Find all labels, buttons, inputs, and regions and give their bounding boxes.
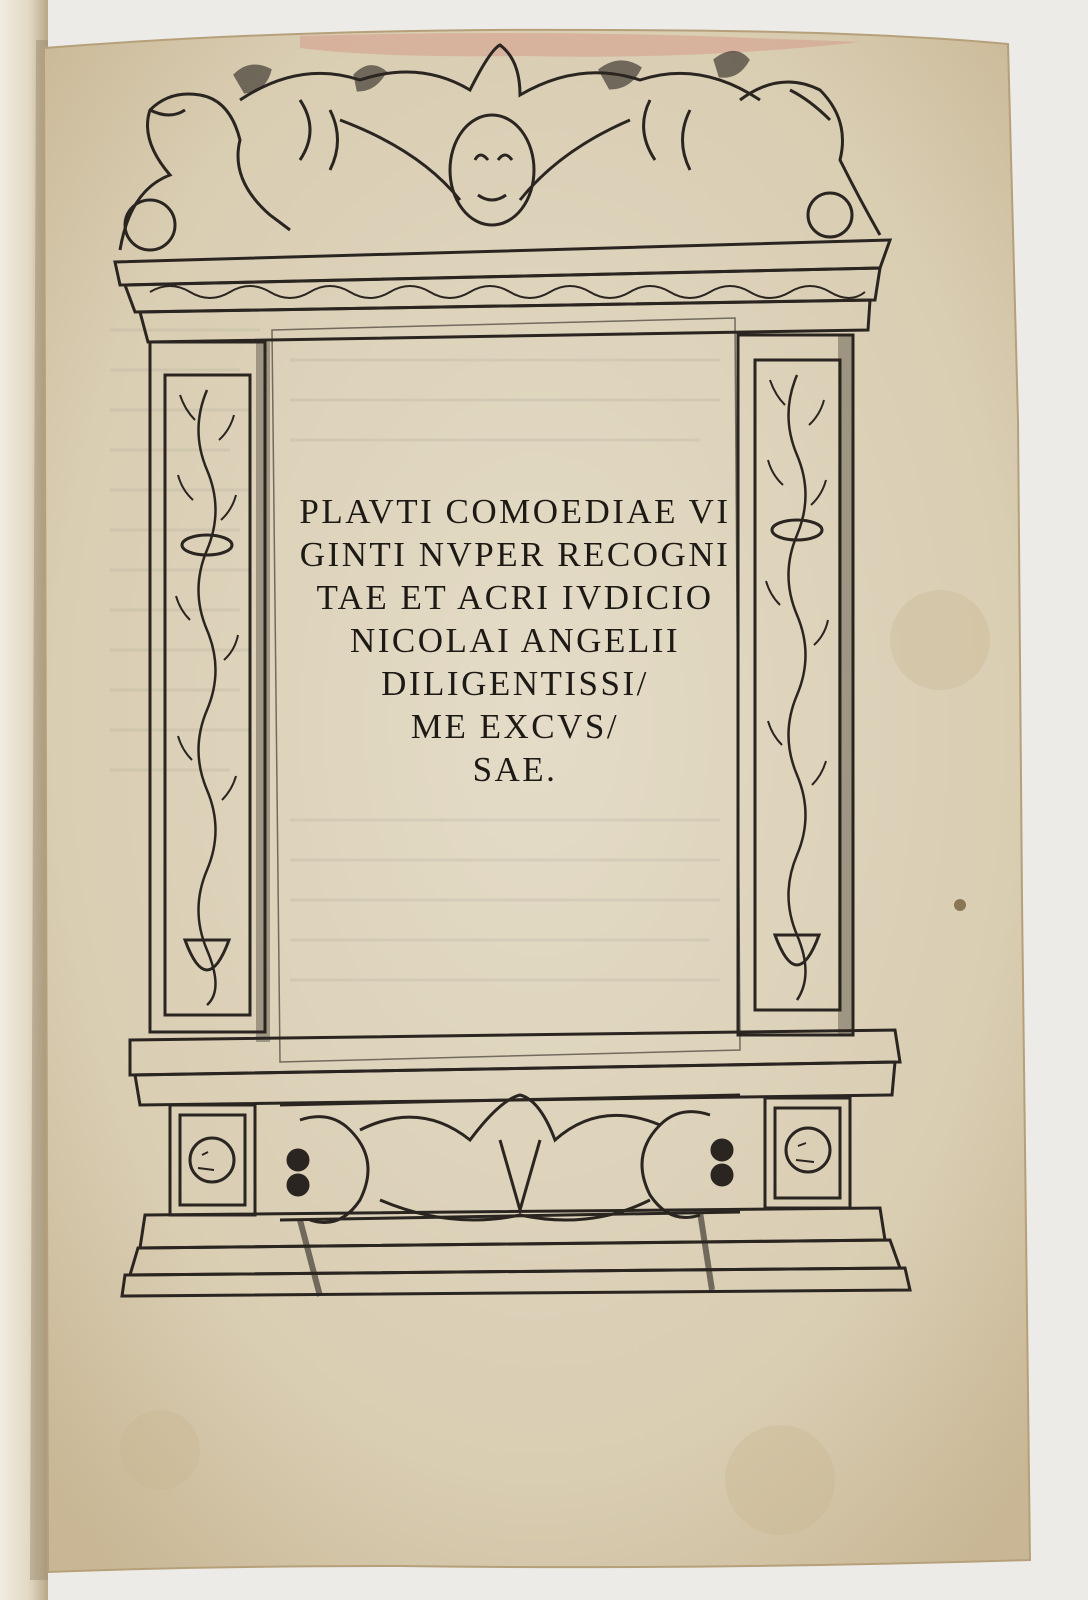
title-line-5: DILIGENTISSI/ [381,664,649,703]
title-line-6: ME EXCVS/ [410,707,620,746]
title-text-block [255,490,775,791]
title-line-3: TAE ET ACRI IVDICIO [316,578,714,617]
title-line-2: GINTI NVPER RECOGNI [299,535,731,574]
title-line-4: NICOLAI ANGELII [349,621,681,660]
book-binding [0,0,48,1600]
title-line-7: SAE. [472,750,558,789]
title-line-1: PLAVTI COMOEDIAE VI [299,492,731,531]
